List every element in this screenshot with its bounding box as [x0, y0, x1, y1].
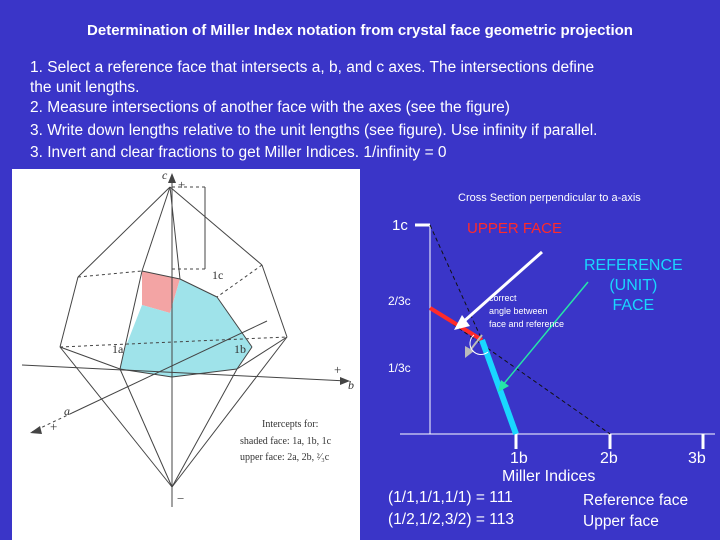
- label-1c: 1c: [392, 217, 408, 234]
- crystal-edge: [172, 369, 237, 487]
- intercepts-heading: Intercepts for:: [262, 419, 319, 430]
- crystal-edge: [78, 187, 170, 277]
- crystal-edge: [170, 187, 262, 265]
- intercepts-upper-face: upper face: 2a, 2b, ²⁄₃c: [240, 452, 330, 463]
- cross-section-diagram: [370, 190, 720, 540]
- crystal-edge: [262, 265, 287, 337]
- cross-section-title: Cross Section perpendicular to a-axis: [458, 192, 641, 204]
- crystal-drawing: [12, 169, 360, 540]
- tick-1b-label: 1b: [510, 450, 528, 467]
- crystal-hidden-edge: [78, 271, 142, 277]
- reference-face-shading: [120, 279, 252, 377]
- crystal-edge: [60, 277, 78, 347]
- tick-3b-label: 3b: [688, 450, 706, 467]
- b-axis-label: b: [348, 378, 354, 392]
- reference-face-label: [584, 256, 683, 316]
- label-1b: 1b: [234, 342, 246, 356]
- crystal-hidden-edge: [217, 265, 262, 297]
- plus-top-label: +: [178, 177, 186, 192]
- angle-note: [489, 292, 564, 331]
- step-2-text: 2. Measure intersections of another face with the axes (see the figure): [30, 99, 510, 116]
- tick-2b-label: 2b: [600, 450, 618, 467]
- label-1a: 1a: [112, 342, 124, 356]
- intercepts-shaded-face: shaded face: 1a, 1b, 1c: [240, 436, 332, 447]
- minus-bottom-label: −: [177, 491, 185, 506]
- angle-note-line2: angle between: [489, 306, 548, 316]
- reference-face-segment: [482, 340, 516, 434]
- c-axis-arrowhead: [168, 173, 176, 183]
- angle-note-line1: correct: [489, 293, 517, 303]
- figure-caption: Reference face is shaded blue: [22, 515, 225, 532]
- miller-upper-value: (1/2,1/2,3/2) = 113: [388, 511, 514, 528]
- plus-left-label: +: [50, 419, 58, 434]
- label-2-3c: 2/3c: [388, 294, 411, 308]
- miller-indices-title: Miller Indices: [502, 468, 596, 485]
- a-axis-label: a: [64, 404, 70, 418]
- label-1c: 1c: [212, 268, 224, 282]
- step-4-text: 3. Invert and clear fractions to get Miller Indices. 1/infinity = 0: [30, 144, 447, 161]
- reference-face-label-line2: (UNIT): [609, 277, 658, 294]
- step-1-continued-text: the unit lengths.: [30, 79, 140, 96]
- upper-face-label: UPPER FACE: [467, 220, 563, 237]
- miller-reference-value: (1/1,1/1,1/1) = 111: [388, 489, 513, 506]
- page-title: Determination of Miller Index notation from crystal face geometric projection: [87, 22, 633, 39]
- crystal-edge: [142, 187, 170, 271]
- c-axis-label: c: [162, 169, 168, 182]
- reference-face-label-line3: FACE: [612, 297, 655, 314]
- reference-face-caption: Reference face: [583, 492, 689, 509]
- a-axis-arrowhead: [30, 426, 42, 434]
- angle-note-line3: face and reference: [489, 319, 565, 329]
- step-1-text: 1. Select a reference face that intersects a, b, and c axes. The intersections define: [30, 59, 595, 76]
- crystal-projection-figure: [12, 169, 360, 540]
- step-3-text: 3. Write down lengths relative to the unit lengths (see figure). Use infinity if parallel.: [30, 122, 598, 139]
- label-1-3c: 1/3c: [388, 361, 411, 375]
- cross-section-drawing: [370, 190, 720, 540]
- upper-face-caption: Upper face: [583, 513, 659, 530]
- reference-face-label-line1: REFERENCE: [584, 257, 683, 274]
- plus-right-label: +: [334, 362, 342, 377]
